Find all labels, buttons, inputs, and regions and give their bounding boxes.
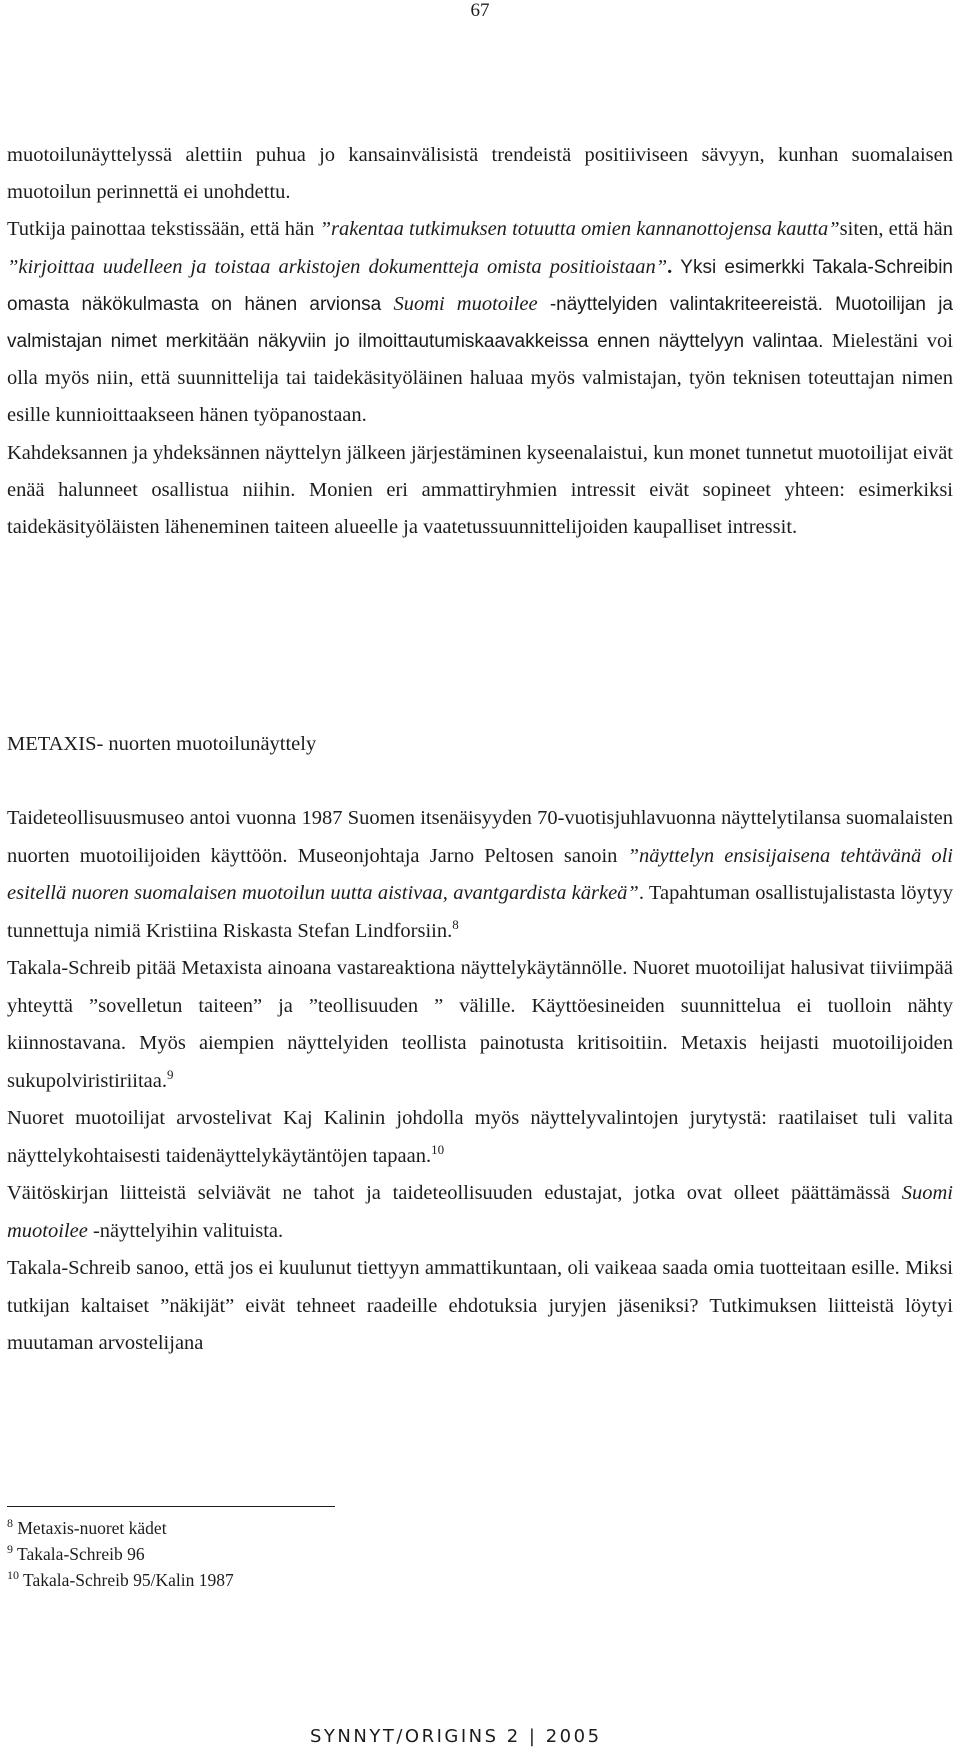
footnote-ref: 8 [452, 916, 459, 932]
title-italic: Suomi muotoilee [393, 292, 538, 315]
page-footer: SYNNYT/ORIGINS 2 | 2005 [310, 1726, 602, 1747]
footnote-number: 8 [7, 1516, 13, 1531]
paragraph [7, 1100, 953, 1175]
page-number: 67 [470, 0, 490, 21]
text-run: Tutkija painottaa tekstissään, että hän [7, 218, 320, 241]
text-run: Nuoret muotoilijat arvostelivat Kaj Kalinin johdolla myös näyttelyvalintojen jurytystä: raatilaiset tuli valita näyttelykohtaisesti taidenäyttelykäytäntöjen tapaan. [7, 1107, 953, 1167]
paragraph: Takala-Schreib sanoo, että jos ei kuulunut tiettyyn ammattikuntaan, oli vaikeaa saada omia tuotteitaan esille. Miksi tutkijan kaltaiset ”näkijät” eivät tehneet raadeille ehdotuksia juryjen jäseniksi? Tutkimuksen liitteistä löytyi muutaman arvostelijana [7, 1257, 953, 1354]
footnote [7, 1567, 234, 1593]
paragraph [7, 950, 953, 1100]
section-body [7, 800, 953, 1363]
text-run: . Tapahtuman osallistujalistasta löytyy tunnettuja nimiä Kristiina Riskasta Stefan Lindforsiin. [7, 882, 953, 942]
paragraph [7, 1175, 953, 1250]
footnotes [7, 1515, 234, 1593]
footnote [7, 1541, 234, 1567]
text-run: Väitöskirjan liitteistä selviävät ne tahot ja taideteollisuuden edustajat, jotka ovat olleet päättämässä [7, 1182, 902, 1204]
text-run: -näyttelyiden valintakriteereistä. Muotoilijan ja valmistajan nimet merkitään näkyviin jo ilmoittautumiskaavakkeissa ennen näyttelyyn valintaa. [7, 293, 953, 353]
text-run: siten, että hän [839, 218, 954, 241]
footnote-text: Takala-Schreib 96 [13, 1544, 145, 1564]
section-heading: METAXIS- nuorten muotoilunäyttely [7, 733, 317, 755]
footnote-text: Takala-Schreib 95/Kalin 1987 [19, 1570, 234, 1590]
quote-italic: ”rakentaa tutkimuksen totuutta omien kannanottojensa kautta” [319, 218, 840, 241]
paragraph [7, 137, 953, 211]
paragraph [7, 211, 953, 434]
footnote [7, 1515, 234, 1541]
quote-italic: ”kirjoittaa uudelleen ja toistaa arkistojen dokumentteja omista positioistaan” [7, 255, 668, 278]
text-run: Taideteollisuusmuseo antoi vuonna 1987 Suomen itsenäisyyden 70-vuotisjuhlavuonna näyttelytilansa suomalaisten nuorten muotoilijoiden käyttöön. Museonjohtaja Jarno Peltosen sanoin [7, 807, 953, 867]
text-run: Mielestäni voi olla myös niin, että suunnittelija tai taidekäsityöläinen haluaa myös valmistajan, työn teknisen toteuttajan nimen esille kunnioittaakseen hänen työpanostaan. [7, 330, 954, 427]
footnote-text: Metaxis-nuoret kädet [13, 1518, 167, 1538]
quote-italic: ”näyttelyn ensisijaisena tehtävänä oli esitellä nuoren suomalaisen muotoilun uutta aistivaa, avantgardista kärkeä” [7, 844, 953, 904]
footnote-ref: 10 [431, 1141, 445, 1157]
text-run: Takala-Schreib pitää Metaxista ainoana vastareaktiona näyttelykäytännölle. Nuoret muotoilijat halusivat tiiviimpää yhteyttä ”sovelletun taiteen” ja ”teollisuuden ” välille. Käyttöesineiden suunnittelua ei tuolloin nähty kiinnostavana. Myös aiempien näyttelyiden teollista painotusta kritisoitiin. Metaxis heijasti muotoilijoiden sukupolviristiriitaa. [7, 957, 953, 1092]
text-run: Yksi esimerkki Takala-Schreibin omasta näkökulmasta on hänen arvionsa [7, 256, 953, 315]
body-text [7, 137, 953, 546]
footnote-number: 9 [7, 1542, 13, 1557]
footnote-ref: 9 [167, 1066, 174, 1082]
paragraph: Kahdeksannen ja yhdeksännen näyttelyn jälkeen järjestäminen kyseenalaistui, kun monet tunnetut muotoilijat eivät enää halunneet osallistua niihin. Monien eri ammattiryhmien intressit eivät sopineet yhteen: esimerkiksi taidekäsityöläisten läheneminen taiteen alueelle ja vaatetussuunnittelijoiden kaupalliset intressit. [7, 441, 953, 539]
footnote-number: 10 [7, 1568, 19, 1583]
text-run: muotoilunäyttelyssä alettiin puhua jo kansainvälisistä trendeistä positiiviseen sävyyn, kunhan suomalaisen muotoilun perinnettä ei unohdettu. [7, 144, 953, 204]
text-run: . [667, 255, 681, 278]
title-italic: Suomi muotoilee [7, 1182, 953, 1242]
footnote-divider [7, 1506, 335, 1507]
paragraph [7, 800, 953, 950]
text-run: -näyttelyihin valituista. [87, 1219, 284, 1242]
